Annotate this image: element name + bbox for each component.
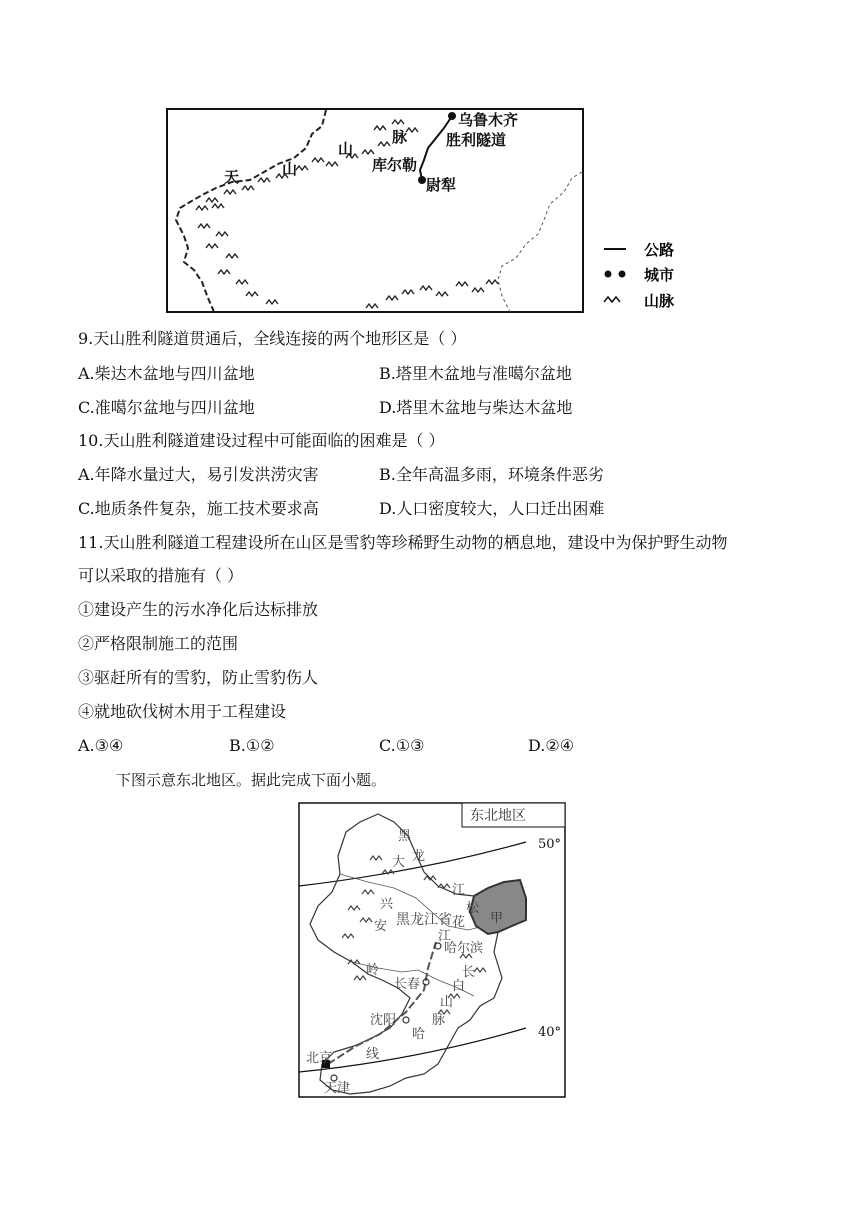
label-shan1: 山 <box>282 160 298 178</box>
label-heilongjiang-province: 黑龙江省 <box>396 912 452 928</box>
map-frame <box>167 109 583 312</box>
city-yuli <box>418 176 426 184</box>
label-shan: 山 <box>440 995 454 1010</box>
label-hua: 花 <box>452 915 466 930</box>
legend-city-dot2 <box>619 271 626 278</box>
label-jia: 甲 <box>490 911 504 926</box>
label-beijing: 北京 <box>306 1051 333 1066</box>
label-shan2: 山 <box>338 140 354 158</box>
tianshan-map-svg <box>166 108 694 314</box>
northeast-map <box>298 802 566 1098</box>
q11-option-d: D.②④ <box>528 736 575 755</box>
q10-option-a: A.年降水量过大，易引发洪涝灾害 <box>78 465 319 484</box>
city-urumqi <box>448 112 456 120</box>
q9-option-d: D.塔里木盆地与柴达木盆地 <box>379 398 573 417</box>
q11-item-1: ①建设产生的污水净化后达标排放 <box>78 600 319 619</box>
q11-stem-line2: 可以采取的措施有（ ） <box>78 566 244 585</box>
label-jiang: 江 <box>452 883 466 898</box>
label-da: 大 <box>392 855 406 870</box>
legend-city-label: 城市 <box>644 266 675 284</box>
label-yuli: 尉犁 <box>426 176 457 194</box>
label-long: 龙 <box>412 849 426 864</box>
q10-option-d: D.人口密度较大，人口迁出困难 <box>379 499 605 518</box>
label-mai: 脉 <box>432 1013 446 1028</box>
label-urumqi: 乌鲁木齐 <box>458 111 519 129</box>
q11-stem-line1: 11.天山胜利隧道工程建设所在山区是雪豹等珍稀野生动物的栖息地，建设中为保护野生动物 <box>78 533 728 552</box>
q11-option-b: B.①② <box>229 736 275 755</box>
map2-frame <box>299 803 565 1097</box>
label-tunnel: 胜利隧道 <box>446 131 507 149</box>
legend-city-dot1 <box>605 271 612 278</box>
label-ling: 岭 <box>366 963 380 978</box>
q10-option-b: B.全年高温多雨，环境条件恶劣 <box>379 465 604 484</box>
label-changchun: 长春 <box>394 977 421 992</box>
label-an: 安 <box>374 919 388 934</box>
intro-text: 下图示意东北地区。据此完成下面小题。 <box>116 771 387 789</box>
legend-road-label: 公路 <box>644 241 675 259</box>
q9-stem: 9.天山胜利隧道贯通后，全线连接的两个地形区是（ ） <box>78 329 467 348</box>
legend-mountain-label: 山脉 <box>644 292 675 310</box>
q10-option-c: C.地质条件复杂，施工技术要求高 <box>78 499 319 518</box>
label-harbin: 哈尔滨 <box>444 941 484 956</box>
label-tian: 天 <box>224 168 240 186</box>
q10-stem: 10.天山胜利隧道建设过程中可能面临的困难是（ ） <box>78 431 445 450</box>
national-border <box>176 110 326 312</box>
province-border <box>498 172 582 312</box>
label-jiang2: 江 <box>438 929 452 944</box>
label-ha: 哈 <box>412 1027 426 1042</box>
q11-option-a: A.③④ <box>78 736 124 755</box>
label-korla: 库尔勒 <box>372 156 418 174</box>
northeast-map-svg <box>298 802 566 1098</box>
map2-title: 东北地区 <box>470 808 526 824</box>
label-shenyang: 沈阳 <box>370 1013 397 1028</box>
q11-item-4: ④就地砍伐树木用于工程建设 <box>78 702 287 721</box>
label-tianjin: 天津 <box>324 1081 351 1096</box>
q11-item-3: ③驱赶所有的雪豹，防止雪豹伤人 <box>78 668 319 687</box>
label-xing: 兴 <box>380 897 394 912</box>
lat-50-label: 50° <box>538 837 562 852</box>
lat-40-label: 40° <box>538 1025 562 1040</box>
label-bai: 白 <box>452 979 466 994</box>
q11-item-2: ②严格限制施工的范围 <box>78 634 239 653</box>
tianshan-map <box>166 108 694 314</box>
q9-option-c: C.准噶尔盆地与四川盆地 <box>78 398 255 417</box>
label-chang: 长 <box>462 965 476 980</box>
label-xian: 线 <box>366 1047 380 1062</box>
map1-legend <box>604 241 675 310</box>
legend-mountain-symbol <box>604 297 620 302</box>
q11-option-c: C.①③ <box>379 736 425 755</box>
label-song: 松 <box>466 901 480 916</box>
q9-option-b: B.塔里木盆地与准噶尔盆地 <box>379 364 572 383</box>
label-hei: 黑 <box>398 829 412 844</box>
q9-option-a: A.柴达木盆地与四川盆地 <box>78 364 255 383</box>
label-mai: 脉 <box>392 128 408 146</box>
